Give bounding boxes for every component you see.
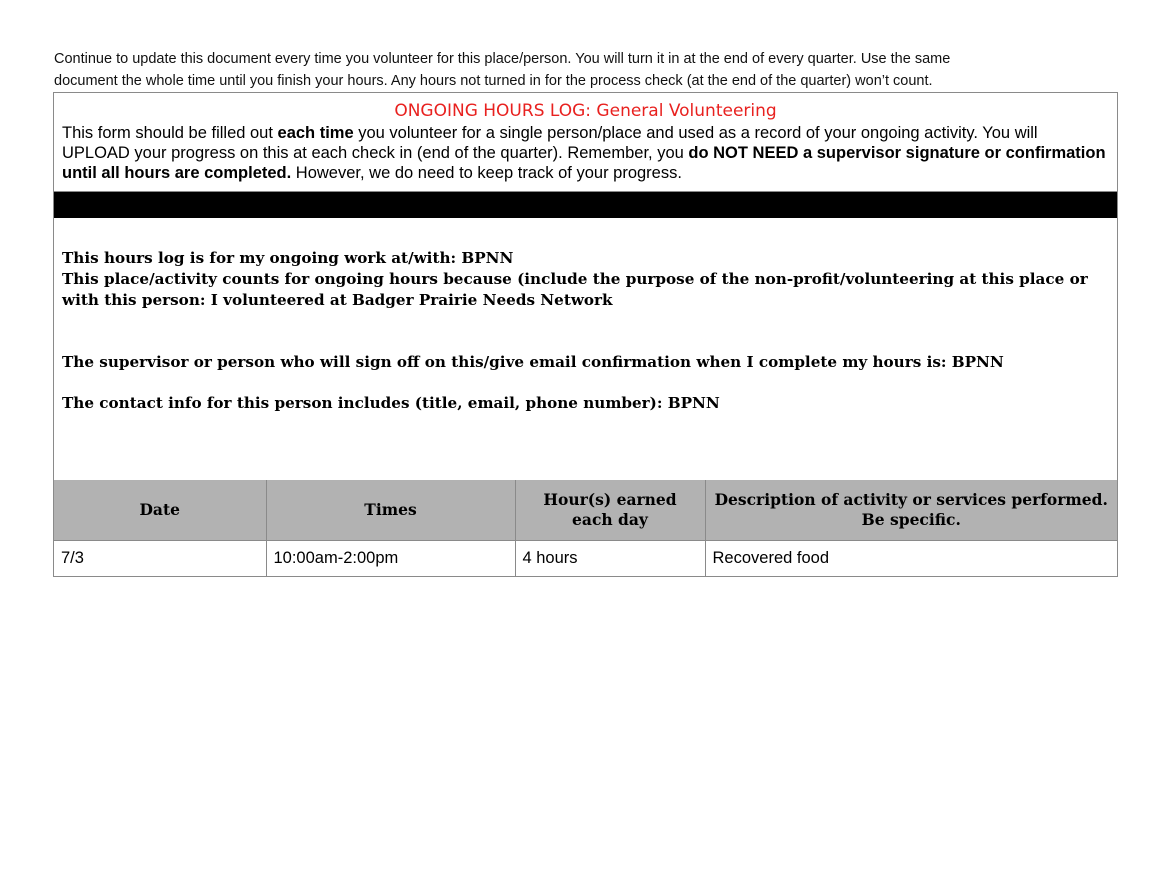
instructions-line-2: document the whole time until you finish your hours. Any hours not turned in for the process check (at the end of the quarter) won’t count. xyxy=(54,73,933,89)
form-description xyxy=(62,123,1109,183)
cell-description[interactable]: Recovered food xyxy=(705,540,1117,576)
description-text-3: However, we do need to keep track of your progress. xyxy=(291,164,682,182)
instructions-text xyxy=(54,48,1120,92)
description-text-1: This form should be filled out xyxy=(62,124,278,142)
column-header-hours: Hour(s) earned each day xyxy=(515,480,705,540)
cell-times[interactable]: 10:00am-2:00pm xyxy=(266,540,515,576)
instructions-line-1: Continue to update this document every time you volunteer for this place/person. You will turn it in at the end of every quarter. Use the same xyxy=(54,51,951,67)
purpose-line[interactable]: This place/activity counts for ongoing hours because (include the purpose of the non-profit/volunteering at this place or with this person: I volunteered at Badger Prairie Needs Network xyxy=(62,270,1088,309)
work-with-line[interactable]: This hours log is for my ongoing work at/with: BPNN xyxy=(62,249,514,267)
column-header-times: Times xyxy=(266,480,515,540)
cell-hours[interactable]: 4 hours xyxy=(515,540,705,576)
contact-info-line[interactable]: The contact info for this person includes (title, email, phone number): BPNN xyxy=(62,394,720,412)
table-header-row xyxy=(54,480,1117,540)
cell-date[interactable]: 7/3 xyxy=(54,540,266,576)
description-text-2: you volunteer for a single person/place and used as a record of your ongoing activity. You will UPLOAD your progress on this at each check in (end of the quarter). Remember, you xyxy=(62,124,1038,162)
form-title: ONGOING HOURS LOG: General Volunteering xyxy=(394,101,777,121)
description-bold-2: do NOT NEED a supervisor signature or confirmation until all hours are completed. xyxy=(62,144,1106,182)
black-divider-bar xyxy=(54,191,1117,218)
form-header xyxy=(54,93,1117,191)
column-header-description: Description of activity or services performed. Be specific. xyxy=(705,480,1117,540)
hours-log-form xyxy=(53,92,1118,577)
supervisor-line[interactable]: The supervisor or person who will sign off on this/give email confirmation when I complete my hours is: BPNN xyxy=(62,353,1004,371)
info-section[interactable] xyxy=(54,218,1117,480)
hours-log-table xyxy=(54,480,1117,577)
column-header-date: Date xyxy=(54,480,266,540)
description-bold-1: each time xyxy=(277,124,354,142)
table-row xyxy=(54,540,1117,576)
